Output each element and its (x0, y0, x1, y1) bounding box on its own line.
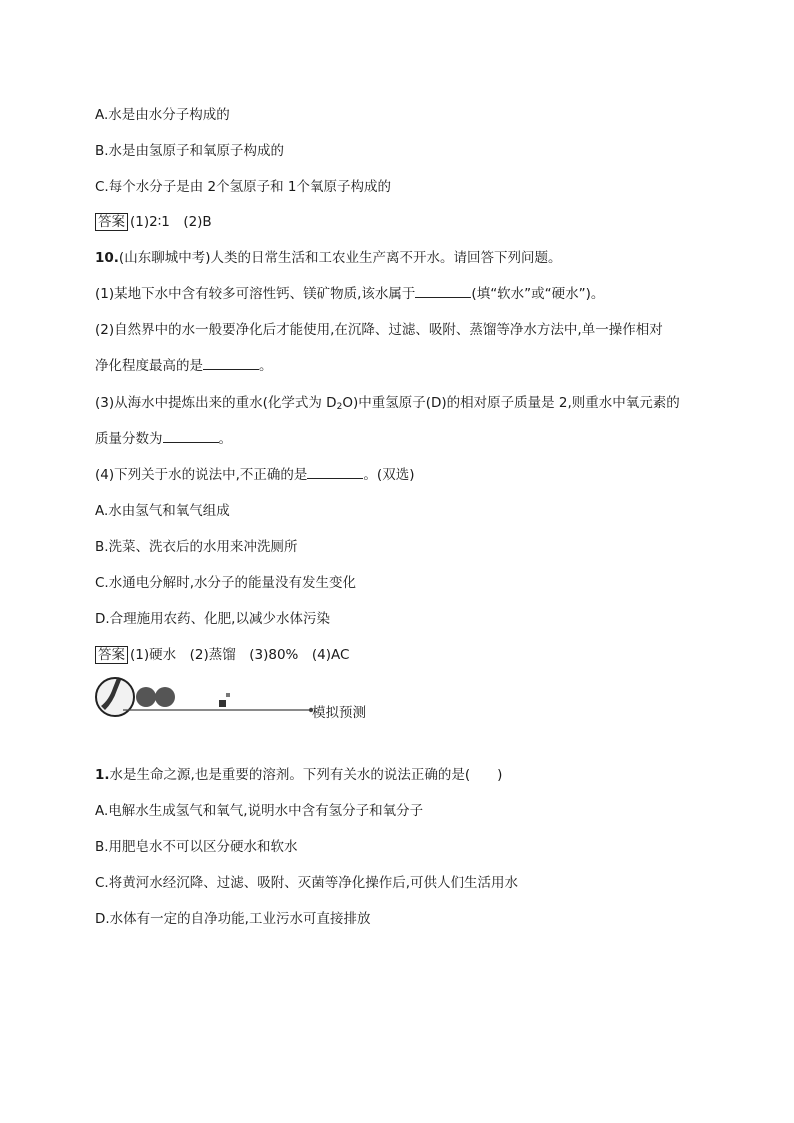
answer-text: (1)硬水 (2)蒸馏 (3)80% (4)AC (130, 647, 350, 663)
question-number: 1. (95, 767, 110, 783)
option-c: C.将黄河水经沉降、过滤、吸附、灭菌等净化操作后,可供人们生活用水 (95, 875, 519, 891)
answer-tag: 答案 (95, 213, 128, 231)
option-d: D.合理施用农药、化肥,以减少水体污染 (95, 611, 330, 627)
part-text: (3)从海水中提炼出来的重水(化学式为 D (95, 395, 337, 411)
subscript: 2 (336, 402, 343, 412)
part-text: O)中重氢原子(D)的相对原子质量是 2,则重水中氧元素的 (342, 395, 680, 411)
section-title: 模拟预测 (312, 705, 366, 721)
part-text: 。(双选) (363, 467, 415, 483)
square-icon (226, 693, 230, 697)
question-stem: (山东聊城中考)人类的日常生活和工农业生产离不开水。请回答下列问题。 (118, 250, 562, 266)
part-text: (1)某地下水中含有较多可溶性钙、镁矿物质,该水属于 (95, 286, 416, 302)
question-stem: 水是生命之源,也是重要的溶剂。下列有关水的说法正确的是( ) (109, 767, 503, 783)
dot-icon (136, 687, 156, 707)
question-10-part-3-line-2 (95, 430, 232, 448)
question-10-stem (95, 249, 561, 267)
question-10-part-4 (95, 466, 414, 484)
answer-blank (203, 357, 259, 370)
answer-row (95, 646, 349, 664)
part-text: (填“软水”或“硬水”)。 (471, 286, 605, 302)
answer-tag: 答案 (95, 646, 128, 664)
question-10-part-2-line-1: (2)自然界中的水一般要净化后才能使用,在沉降、过滤、吸附、蒸馏等净水方法中,单一操作相对 (95, 322, 663, 338)
answer-row (95, 213, 212, 231)
square-icon (219, 700, 226, 707)
question-number: 10. (95, 250, 119, 266)
answer-blank (307, 466, 363, 479)
option-b: B.洗菜、洗衣后的水用来冲洗厕所 (95, 539, 298, 555)
option-d: D.水体有一定的自净功能,工业污水可直接排放 (95, 911, 371, 927)
option-b: B.水是由氢原子和氧原子构成的 (95, 143, 285, 159)
part-text: 。 (218, 431, 232, 447)
option-c: C.每个水分子是由 2个氢原子和 1个氧原子构成的 (95, 179, 391, 195)
question-10-part-2-line-2 (95, 357, 273, 375)
part-text: 。 (259, 358, 273, 374)
option-a: A.电解水生成氢气和氧气,说明水中含有氢分子和氧分子 (95, 803, 424, 819)
option-c: C.水通电分解时,水分子的能量没有发生变化 (95, 575, 357, 591)
dot-icon (155, 687, 175, 707)
option-b: B.用肥皂水不可以区分硬水和软水 (95, 839, 298, 855)
part-text: 净化程度最高的是 (95, 358, 203, 374)
answer-blank (415, 285, 471, 298)
question-1-stem (95, 766, 502, 784)
answer-text: (1)2∶1 (2)B (130, 214, 212, 230)
answer-blank (163, 430, 219, 443)
question-10-part-1 (95, 285, 604, 303)
part-text: 质量分数为 (95, 431, 163, 447)
question-10-part-3-line-1 (95, 394, 680, 416)
option-a: A.水由氢气和氧气组成 (95, 503, 230, 519)
part-text: (4)下列关于水的说法中,不正确的是 (95, 467, 308, 483)
option-a: A.水是由水分子构成的 (95, 107, 230, 123)
